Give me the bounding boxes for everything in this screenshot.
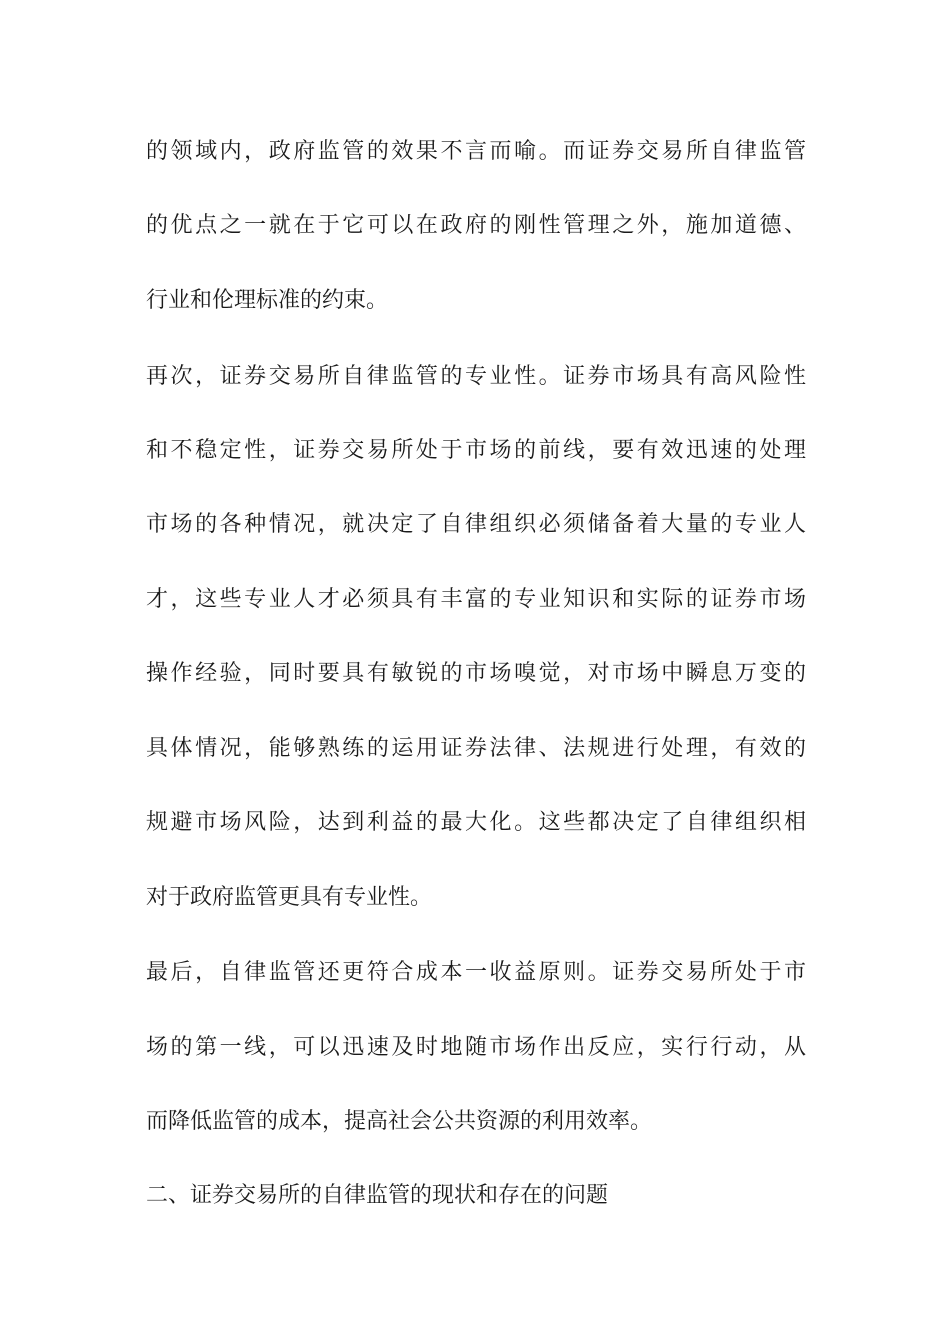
text-line: 最后，自律监管还更符合成本一收益原则。证券交易所处于市	[146, 960, 806, 985]
section-heading: 二、证券交易所的自律监管的现状和存在的问题	[146, 1183, 609, 1208]
text-line: 和不稳定性，证券交易所处于市场的前线，要有效迅速的处理	[146, 438, 806, 463]
text-line: 再次，证券交易所自律监管的专业性。证券市场具有高风险性	[146, 364, 806, 389]
text-line: 才，这些专业人才必须具有丰富的专业知识和实际的证券市场	[146, 587, 806, 612]
text-line: 而降低监管的成本，提高社会公共资源的利用效率。	[146, 1109, 653, 1134]
text-line: 具体情况，能够熟练的运用证券法律、法规进行处理，有效的	[146, 736, 806, 761]
text-line: 对于政府监管更具有专业性。	[146, 885, 433, 910]
text-line: 场的第一线，可以迅速及时地随市场作出反应，实行行动，从	[146, 1035, 806, 1060]
text-line: 市场的各种情况，就决定了自律组织必须储备着大量的专业人	[146, 512, 806, 537]
text-line: 行业和伦理标准的约束。	[146, 288, 389, 313]
text-line: 的优点之一就在于它可以在政府的刚性管理之外，施加道德、	[146, 213, 806, 238]
text-line: 的领域内，政府监管的效果不言而喻。而证券交易所自律监管	[146, 139, 806, 164]
text-line: 规避市场风险，达到利益的最大化。这些都决定了自律组织相	[146, 810, 806, 835]
text-line: 操作经验，同时要具有敏锐的市场嗅觉，对市场中瞬息万变的	[146, 661, 806, 686]
